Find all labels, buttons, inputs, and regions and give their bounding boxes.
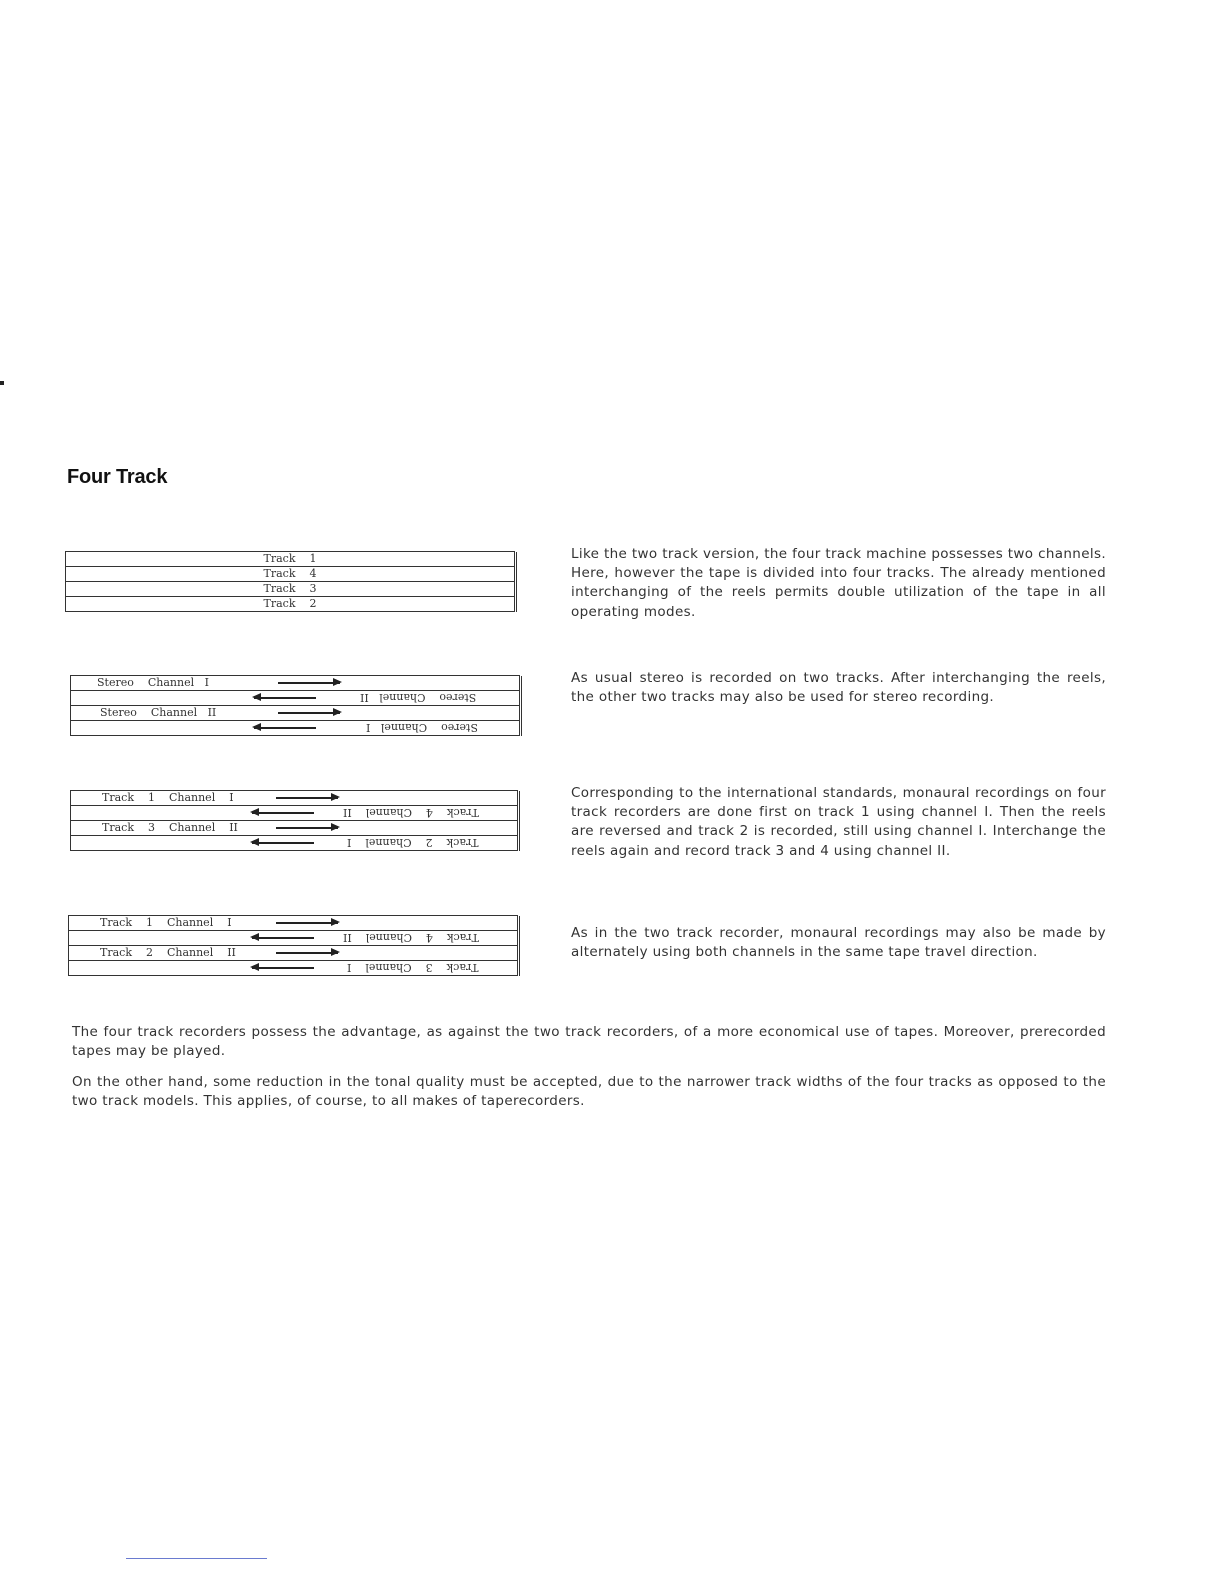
- lane-label: Track 3 Channel II: [102, 821, 238, 834]
- lane-label: Track 1 Channel I: [102, 791, 234, 804]
- tape-lane: [66, 552, 514, 567]
- tape-lane: [66, 567, 514, 582]
- tape-lane: [69, 961, 517, 976]
- mirrored-lane-label: Stereo Channel I: [366, 721, 478, 734]
- paragraph-four-track-intro: Like the two track version, the four track machine possesses two channels. Here, however the tape is divided into four tracks. The already mentioned interchanging of the reels permits double utilization of the tape in all operating modes.: [571, 546, 1106, 620]
- mirrored-lane-label: Track 2 Channel I: [347, 836, 479, 849]
- arrow-left-icon: [252, 937, 314, 939]
- footer-rule: [126, 1558, 267, 1559]
- lane-label: Track 1 Channel I: [100, 916, 232, 929]
- mirrored-lane-label: Stereo Channel II: [360, 691, 477, 704]
- paragraph-monaural-alternate: As in the two track recorder, monaural recordings may also be made by alternately using both channels in the same tape travel direction.: [571, 925, 1106, 961]
- tape-lane: [69, 916, 517, 931]
- arrow-left-icon: [254, 697, 316, 699]
- stereo-diagram: [70, 675, 520, 736]
- lane-label: Stereo Channel II: [100, 706, 217, 719]
- track-label: Track 2: [263, 597, 317, 610]
- arrow-left-icon: [252, 812, 314, 814]
- tape-lane: [69, 946, 517, 961]
- paragraph-monaural-standard: Corresponding to the international standards, monaural recordings on four track recorders are done first on track 1 using channel I. Then the reels are reversed and track 2 is recorded, still using channel I. Interchange the reels again and record track 3 and 4 using channel II.: [571, 785, 1106, 859]
- track-layout-diagram: [65, 551, 515, 612]
- paragraph-advantages: The four track recorders possess the advantage, as against the two track recorders, of a more economical use of tapes. Moreover, prerecorded tapes may be played.: [72, 1024, 1106, 1060]
- monaural-alternate-diagram: [68, 915, 518, 976]
- tape-lane: [66, 597, 514, 612]
- tape-lane: [71, 706, 519, 721]
- arrow-right-icon: [276, 952, 338, 954]
- arrow-left-icon: [252, 842, 314, 844]
- arrow-right-icon: [276, 827, 338, 829]
- mirrored-lane-label: Track 4 Channel II: [343, 806, 479, 819]
- monaural-standard-diagram: [70, 790, 518, 851]
- tape-lane: [71, 721, 519, 736]
- tape-lane: [71, 676, 519, 691]
- paragraph-disadvantages: On the other hand, some reduction in the tonal quality must be accepted, due to the narrower track widths of the four tracks as opposed to the two track models. This applies, of course, to all makes of taperecorders.: [72, 1074, 1106, 1110]
- tape-lane: [71, 806, 517, 821]
- margin-mark: [0, 381, 4, 385]
- tape-lane: [71, 691, 519, 706]
- lane-label: Track 2 Channel II: [100, 946, 236, 959]
- tape-lane: [71, 791, 517, 806]
- mirrored-lane-label: Track 3 Channel I: [347, 961, 479, 974]
- paragraph-stereo: As usual stereo is recorded on two tracks. After interchanging the reels, the other two tracks may also be used for stereo recording.: [571, 670, 1106, 706]
- arrow-right-icon: [276, 797, 338, 799]
- arrow-left-icon: [254, 727, 316, 729]
- tape-lane: [71, 821, 517, 836]
- track-label: Track 4: [263, 567, 317, 580]
- tape-lane: [69, 931, 517, 946]
- arrow-left-icon: [252, 967, 314, 969]
- track-label: Track 1: [263, 552, 317, 565]
- tape-lane: [71, 836, 517, 851]
- page-title: Four Track: [67, 466, 168, 488]
- lane-label: Stereo Channel I: [97, 676, 209, 689]
- track-label: Track 3: [263, 582, 317, 595]
- arrow-right-icon: [278, 682, 340, 684]
- arrow-right-icon: [276, 922, 338, 924]
- arrow-right-icon: [278, 712, 340, 714]
- tape-lane: [66, 582, 514, 597]
- mirrored-lane-label: Track 4 Channel II: [343, 931, 479, 944]
